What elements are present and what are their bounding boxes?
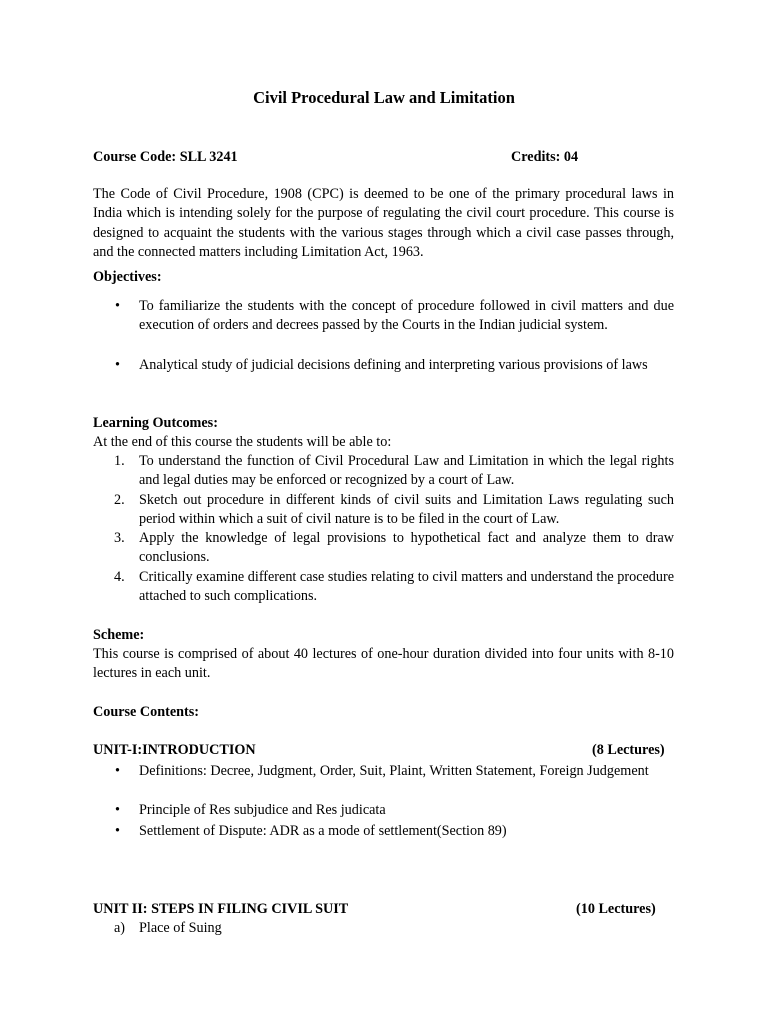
outcome-text: Apply the knowledge of legal provisions to hypothetical fact and analyze them to draw conclusions.: [139, 530, 674, 566]
bullet: •: [115, 763, 120, 779]
unit1-topic: Principle of Res subjudice and Res judicata: [139, 802, 386, 818]
objective-text: Analytical study of judicial decisions defining and interpreting various provisions of laws: [139, 357, 648, 373]
course-code: Course Code: SLL 3241: [93, 149, 238, 165]
outcome-text: Sketch out procedure in different kinds of civil suits and Limitation Laws regulating such period within which a suit of civil nature is to be filed in the court of Law.: [139, 491, 674, 527]
objectives-heading: Objectives:: [93, 269, 162, 285]
unit2-lectures: (10 Lectures): [576, 901, 656, 917]
intro-paragraph: The Code of Civil Procedure, 1908 (CPC) is deemed to be one of the primary procedural laws in India which is intending solely for the purpose of regulating the civil court procedure. This course is designed to acquaint the students with the various stages through which a civil case passes through, and the connected matters including Limitation Act, 1963.: [93, 186, 674, 261]
outcome-text: Critically examine different case studies relating to civil matters and understand the procedure attached to such complications.: [139, 568, 674, 604]
list-number: 1.: [114, 453, 125, 469]
unit1-lectures: (8 Lectures): [592, 742, 665, 758]
list-number: 3.: [114, 530, 125, 546]
scheme-text: This course is comprised of about 40 lectures of one-hour duration divided into four units with 8-10 lectures in each unit.: [93, 646, 674, 682]
unit2-title: UNIT II: STEPS IN FILING CIVIL SUIT: [93, 901, 349, 917]
unit1-title: UNIT-I:INTRODUCTION: [93, 742, 256, 758]
credits: Credits: 04: [511, 149, 579, 165]
bullet: •: [115, 298, 120, 314]
objective-text: To familiarize the students with the concept of procedure followed in civil matters and due execution of orders and decrees passed by the Courts in the Indian judicial system.: [139, 298, 674, 334]
unit1-topic: Definitions: Decree, Judgment, Order, Suit, Plaint, Written Statement, Foreign Judgement: [139, 763, 649, 779]
learning-lead: At the end of this course the students will be able to:: [93, 434, 392, 450]
bullet: •: [115, 823, 120, 839]
bullet: •: [115, 357, 120, 373]
unit1-topic: Settlement of Dispute: ADR as a mode of settlement(Section 89): [139, 823, 507, 839]
learning-heading: Learning Outcomes:: [93, 415, 218, 431]
page-title: Civil Procedural Law and Limitation: [253, 88, 515, 107]
unit2-topic: Place of Suing: [139, 920, 222, 936]
bullet: •: [115, 802, 120, 818]
scheme-heading: Scheme:: [93, 627, 145, 643]
list-letter: a): [114, 920, 126, 936]
list-number: 4.: [114, 568, 125, 585]
outcome-text: To understand the function of Civil Procedural Law and Limitation in which the legal rights and legal duties may be enforced or recognized by a court of Law.: [139, 453, 674, 489]
list-number: 2.: [114, 491, 125, 508]
contents-heading: Course Contents:: [93, 704, 200, 720]
